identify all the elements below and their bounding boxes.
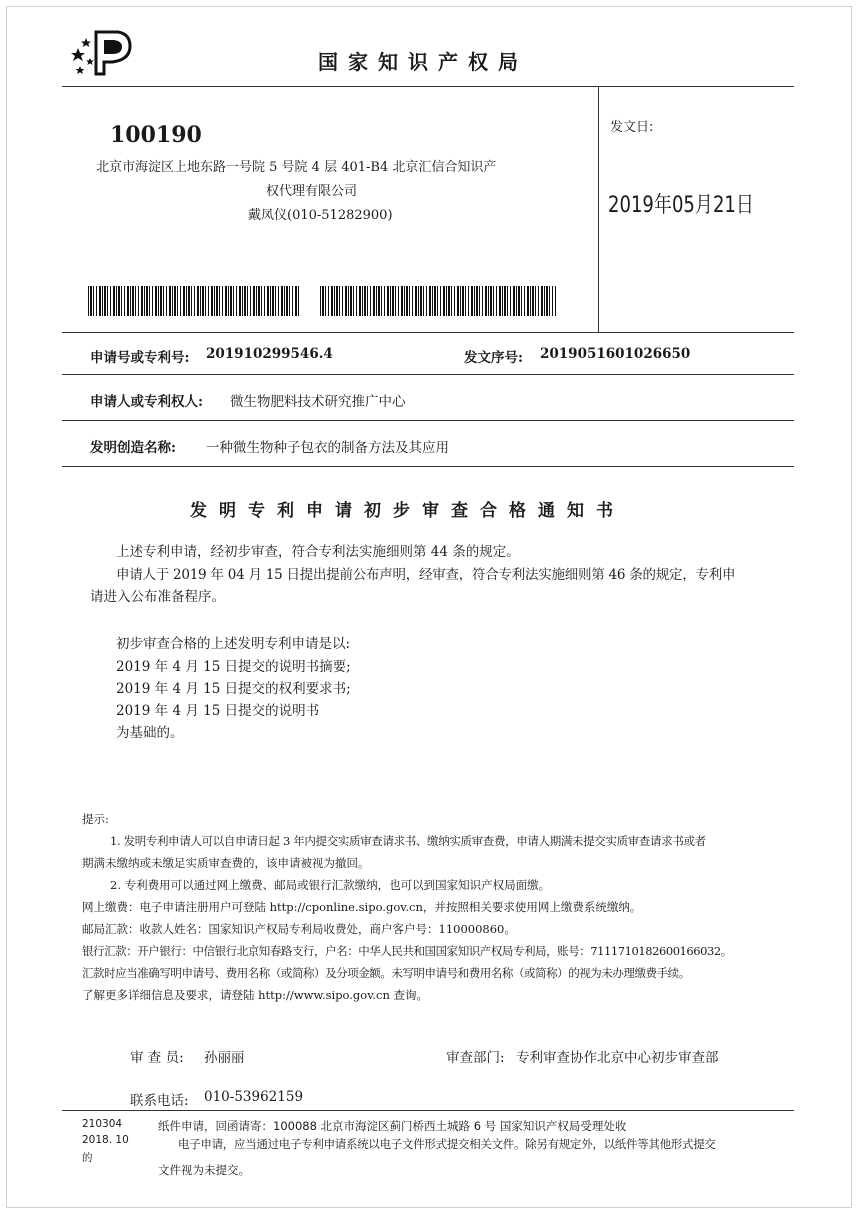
footer-line-3: 文件视为未提交。 <box>158 1163 250 1177</box>
date-divider <box>598 86 599 332</box>
serial-no-label: 发文序号: <box>464 350 523 366</box>
paragraph-1: 上述专利申请，经初步审查，符合专利法实施细则第 44 条的规定。 <box>116 544 520 560</box>
department-label: 审查部门: <box>446 1050 505 1066</box>
invention-title: 一种微生物种子包衣的制备方法及其应用 <box>206 440 449 456</box>
barcode-1 <box>88 286 300 316</box>
basis-item-1: 2019 年 4 月 15 日提交的说明书摘要; <box>116 659 351 675</box>
examiner-label: 审 查 员: <box>130 1050 184 1066</box>
field-rule-1 <box>62 374 794 375</box>
tip-1-line-2: 期满未缴纳或未缴足实质审查费的，该申请被视为撤回。 <box>82 856 370 870</box>
footer-line-2: 电子申请，应当通过电子专利申请系统以电子文件形式提交相关文件。除另有规定外，以纸件等其他形式提交 <box>178 1137 716 1151</box>
notice-title: 发明专利申请初步审查合格通知书 <box>190 501 625 521</box>
basis-item-3: 2019 年 4 月 15 日提交的说明书 <box>116 703 320 719</box>
postcode: 100190 <box>110 122 202 148</box>
department-name: 专利审查协作北京中心初步审查部 <box>516 1050 719 1066</box>
form-code: 210304 <box>82 1118 123 1130</box>
application-no: 201910299546.4 <box>206 346 333 362</box>
tip-2: 2. 专利费用可以通过网上缴费、邮局或银行汇款缴纳，也可以到国家知识产权局面缴。 <box>110 878 551 892</box>
phone-label: 联系电话: <box>130 1093 189 1109</box>
bank-payment: 银行汇款：开户银行：中信银行北京知春路支行，户名：中华人民共和国国家知识产权局专利局，账号：7111710182600166032。 <box>82 944 732 958</box>
field-rule-3 <box>62 466 794 467</box>
phone-number: 010-53962159 <box>204 1089 304 1105</box>
page-frame <box>6 6 852 1208</box>
invention-label: 发明创造名称: <box>90 440 176 456</box>
issue-date-label: 发文日: <box>610 120 654 135</box>
paragraph-2-line-2: 请进入公布准备程序。 <box>90 589 225 605</box>
footer-line-1: 纸件申请，回函请寄：100088 北京市海淀区蓟门桥西土城路 6 号 国家知识产权局受理处收 <box>158 1119 627 1133</box>
examiner-name: 孙丽丽 <box>204 1050 245 1066</box>
more-info: 了解更多详细信息及要求，请登陆 http://www.sipo.gov.cn 查询。 <box>82 988 429 1002</box>
paragraph-2-line-1: 申请人于 2019 年 04 月 15 日提出提前公布声明，经审查，符合专利法实施细则第 46 条的规定，专利申 <box>116 567 736 583</box>
footer-rule <box>62 1110 794 1111</box>
issue-date-value: 2019年05月21日 <box>608 193 754 218</box>
basis-item-2: 2019 年 4 月 15 日提交的权利要求书; <box>116 681 351 697</box>
application-no-label: 申请号或专利号: <box>90 350 190 366</box>
address-line-1: 北京市海淀区上地东路一号院 5 号院 4 层 401-B4 北京汇信合知识产 <box>96 160 497 175</box>
serial-no: 2019051601026650 <box>540 346 691 362</box>
address-rule <box>62 332 794 333</box>
contact-person: 戴凤仪(010-51282900) <box>248 208 393 223</box>
tip-1-line-1: 1. 发明专利申请人可以自申请日起 3 年内提交实质审查请求书、缴纳实质审查费，申请人期满未提交实质审查请求书或者 <box>110 834 706 848</box>
form-date: 2018. 10 <box>82 1134 129 1146</box>
header-rule <box>62 86 794 87</box>
online-payment: 网上缴费：电子申请注册用户可登陆 http://cponline.sipo.gov.cn，并按照相关要求使用网上缴费系统缴纳。 <box>82 900 642 914</box>
remittance-note: 汇款时应当准确写明申请号、费用名称（或简称）及分项金额。未写明申请号和费用名称（或简称）的视为未办理缴费手续。 <box>82 966 690 980</box>
cnipa-logo-icon <box>66 28 134 78</box>
basis-intro: 初步审查合格的上述发明专利申请是以: <box>116 636 351 652</box>
form-suffix: 的 <box>82 1152 93 1164</box>
office-title: 国家知识产权局 <box>318 50 528 74</box>
postal-payment: 邮局汇款：收款人姓名：国家知识产权局专利局收费处，商户客户号：110000860。 <box>82 922 516 936</box>
barcode-2 <box>320 286 556 316</box>
address-line-2: 权代理有限公司 <box>266 184 358 199</box>
applicant: 微生物肥料技术研究推广中心 <box>230 394 406 410</box>
basis-end: 为基础的。 <box>116 725 184 741</box>
field-rule-2 <box>62 420 794 421</box>
tips-heading: 提示: <box>82 812 109 826</box>
applicant-label: 申请人或专利权人: <box>90 394 203 410</box>
